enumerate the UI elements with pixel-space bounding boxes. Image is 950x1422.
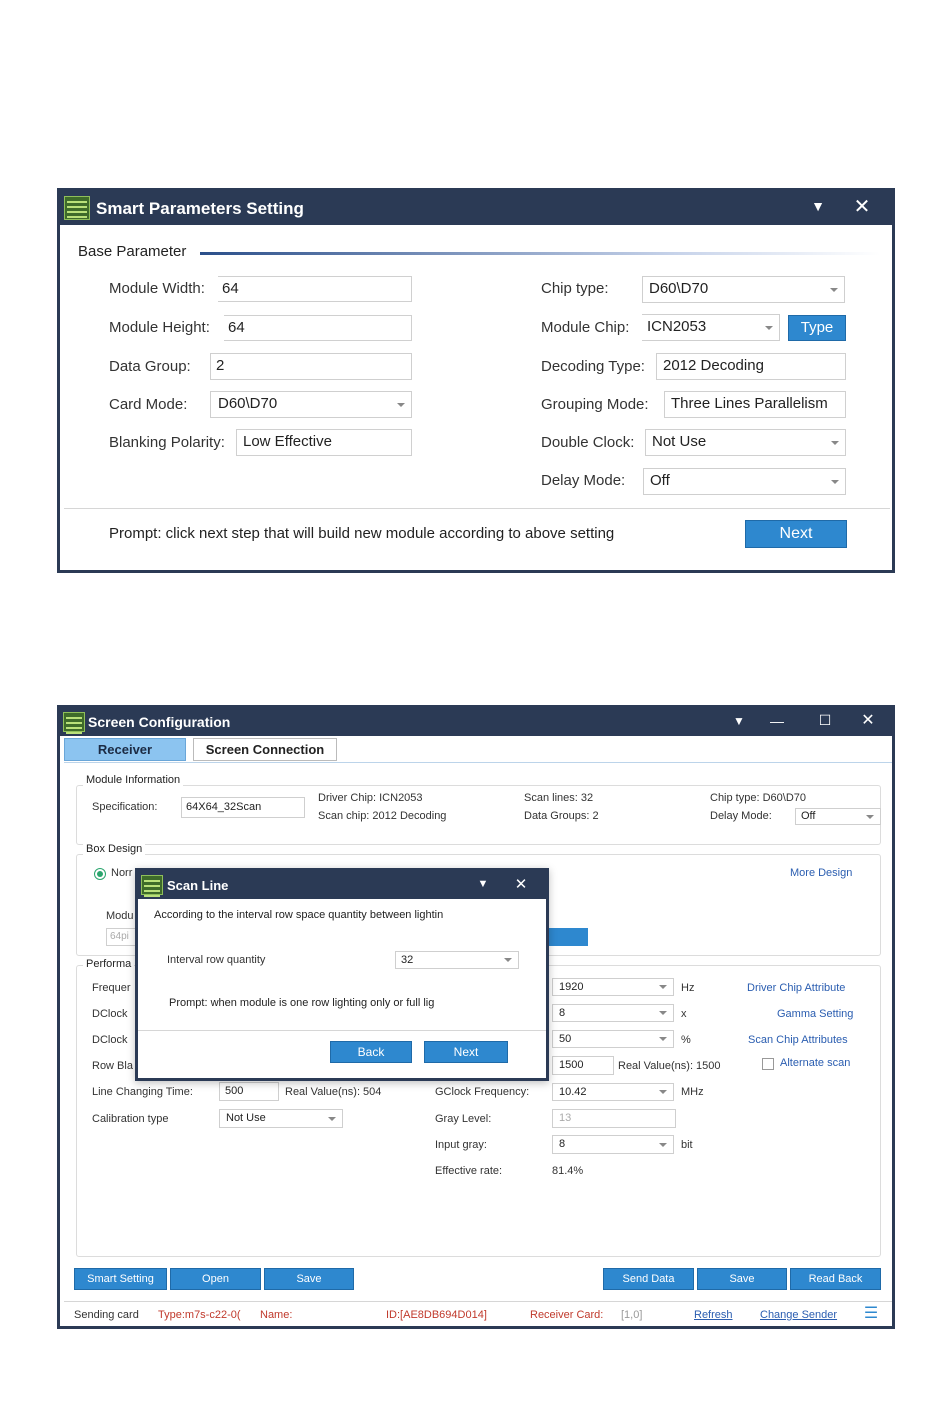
effective-rate-value: 81.4% xyxy=(552,1165,584,1177)
dclock-select[interactable] xyxy=(552,1004,674,1022)
tab-receiver-label: Receiver xyxy=(97,742,153,757)
data-group-input[interactable] xyxy=(210,353,412,380)
interval-row-select[interactable] xyxy=(395,951,519,969)
chevron-down-icon xyxy=(504,958,512,962)
save-button[interactable]: Save xyxy=(697,1268,787,1290)
line-changing-label: Line Changing Time: xyxy=(92,1086,193,1098)
x-unit: x xyxy=(681,1008,687,1020)
input-gray-value: 8 xyxy=(559,1138,566,1150)
window-title: Screen Configuration xyxy=(88,714,231,730)
module-width-input[interactable] xyxy=(218,276,412,302)
double-clock-select[interactable] xyxy=(645,429,846,456)
real-value-line: Real Value(ns): 504 xyxy=(285,1086,382,1098)
screen-titlebar xyxy=(60,708,892,736)
app-icon xyxy=(63,712,85,732)
gray-level-value: 13 xyxy=(559,1112,572,1124)
line-changing-input[interactable] xyxy=(219,1082,279,1101)
send-data-button[interactable]: Send Data xyxy=(603,1268,694,1290)
real-value-row: Real Value(ns): 1500 xyxy=(618,1060,721,1072)
performance-title: Performa xyxy=(83,958,134,970)
scan-lines-text: Scan lines: 32 xyxy=(524,792,594,804)
prompt-text: Prompt: click next step that will build new module according to above setting xyxy=(109,525,615,542)
mhz-unit: MHz xyxy=(681,1086,704,1098)
chevron-down-icon xyxy=(659,985,667,989)
input-gray-select[interactable] xyxy=(552,1135,674,1154)
chevron-down-icon xyxy=(831,480,839,484)
data-group-value: 2 xyxy=(216,357,225,374)
status-sending-card: Sending card xyxy=(74,1309,139,1321)
gamma-setting-link[interactable]: Gamma Setting xyxy=(777,1008,854,1020)
delay-mode-value: Off xyxy=(650,472,670,489)
window-title: Smart Parameters Setting xyxy=(96,199,304,218)
dclock-duty-label: DClock xyxy=(92,1034,128,1046)
delay-mode-select[interactable] xyxy=(795,808,881,825)
chip-type-select[interactable] xyxy=(642,276,845,303)
data-group-label: Data Group: xyxy=(109,358,191,375)
alternate-scan-label[interactable]: Alternate scan xyxy=(780,1057,851,1069)
percent-unit: % xyxy=(681,1034,691,1046)
module-size-value: 64pi xyxy=(110,931,129,942)
dialog-description-text: According to the interval row space quantity between lightin xyxy=(154,909,444,921)
scan-chip-text: Scan chip: 2012 Decoding xyxy=(318,810,447,822)
gclock-label: GClock Frequency: xyxy=(435,1086,530,1098)
refresh-link[interactable]: Refresh xyxy=(694,1309,733,1321)
card-mode-select[interactable] xyxy=(210,391,412,418)
module-width-value: 64 xyxy=(222,280,239,297)
normal-design-radio[interactable] xyxy=(94,868,106,880)
driver-chip-text: Driver Chip: ICN2053 xyxy=(318,792,423,804)
blanking-polarity-value: Low Effective xyxy=(243,433,332,450)
chevron-down-icon xyxy=(866,815,874,819)
delay-mode-label: Delay Mode: xyxy=(710,810,772,822)
interval-row-value: 32 xyxy=(401,954,414,966)
dclock-value: 8 xyxy=(559,1007,566,1019)
refresh-rate-select[interactable] xyxy=(552,978,674,996)
refresh-rate-value: 1920 xyxy=(559,981,584,993)
delay-mode-label: Delay Mode: xyxy=(541,472,626,489)
list-menu-icon[interactable]: ☰ xyxy=(863,1305,879,1322)
dialog-description xyxy=(154,909,533,921)
grouping-mode-label: Grouping Mode: xyxy=(541,396,649,413)
spec-label: Specification: xyxy=(92,801,158,813)
line-changing-value: 500 xyxy=(225,1085,244,1097)
status-type: Type:m7s-c22-0( xyxy=(158,1309,241,1321)
decoding-type-label: Decoding Type: xyxy=(541,358,645,375)
status-id: ID:[AE8DB694D014] xyxy=(386,1309,487,1321)
interval-row-label: Interval row quantity xyxy=(167,954,266,966)
close-icon[interactable]: ✕ xyxy=(853,196,871,218)
open-button[interactable]: Open xyxy=(170,1268,261,1290)
chevron-down-icon xyxy=(659,1037,667,1041)
dropdown-menu-icon[interactable]: ▼ xyxy=(811,198,825,214)
module-chip-select[interactable] xyxy=(642,314,780,341)
row-blanking-value: 1500 xyxy=(559,1059,584,1071)
box-design-button[interactable] xyxy=(545,928,588,946)
duty-value: 50 xyxy=(559,1033,572,1045)
dialog-title: Scan Line xyxy=(167,878,229,893)
gray-level-label: Gray Level: xyxy=(435,1113,492,1125)
dialog-prompt xyxy=(169,997,519,1009)
effective-rate-label: Effective rate: xyxy=(435,1165,503,1177)
tab-receiver[interactable] xyxy=(64,738,186,761)
footer-divider xyxy=(64,508,890,509)
frequency-label: Frequer xyxy=(92,982,131,994)
gclock-value: 10.42 xyxy=(559,1086,587,1098)
chevron-down-icon xyxy=(659,1143,667,1147)
duty-select[interactable] xyxy=(552,1030,674,1048)
module-info-title: Module Information xyxy=(83,774,183,786)
next-button[interactable]: Next xyxy=(745,520,847,548)
row-blanking-label: Row Bla xyxy=(92,1060,133,1072)
close-icon[interactable]: ✕ xyxy=(861,712,875,729)
smart-parameters-window xyxy=(57,188,895,573)
type-button[interactable]: Type xyxy=(788,315,846,341)
alternate-scan-checkbox[interactable] xyxy=(762,1058,774,1070)
gray-level-input[interactable] xyxy=(552,1109,676,1128)
bit-unit: bit xyxy=(681,1139,693,1151)
module-label-partial: Modu xyxy=(106,910,134,922)
status-divider xyxy=(64,1301,892,1302)
close-icon[interactable]: ✕ xyxy=(514,876,528,893)
tab-screen-connection-label: Screen Connection xyxy=(205,742,325,757)
more-design-link[interactable]: More Design xyxy=(790,867,853,879)
scan-line-titlebar xyxy=(138,871,546,899)
scan-chip-attributes-link[interactable]: Scan Chip Attributes xyxy=(748,1034,848,1046)
double-clock-value: Not Use xyxy=(652,433,707,450)
module-height-label: Module Height: xyxy=(109,319,210,336)
chip-type-label: Chip type: xyxy=(541,280,609,297)
app-icon xyxy=(64,196,90,220)
maximize-icon[interactable]: ☐ xyxy=(818,712,832,728)
module-chip-value: ICN2053 xyxy=(647,318,707,335)
chevron-down-icon xyxy=(831,441,839,445)
dropdown-menu-icon[interactable]: ▼ xyxy=(477,878,489,890)
gclock-select[interactable] xyxy=(552,1083,674,1101)
spec-input[interactable] xyxy=(181,797,305,818)
chevron-down-icon xyxy=(765,326,773,330)
input-gray-label: Input gray: xyxy=(435,1139,487,1151)
minimize-icon[interactable]: — xyxy=(770,713,784,729)
driver-chip-attribute-link[interactable]: Driver Chip Attribute xyxy=(747,982,846,994)
change-sender-link[interactable]: Change Sender xyxy=(760,1309,838,1321)
box-design-title: Box Design xyxy=(83,843,145,855)
normal-design-label: Norr xyxy=(111,867,133,879)
blanking-polarity-select[interactable] xyxy=(236,429,412,456)
section-divider xyxy=(200,252,880,255)
grouping-mode-value: Three Lines Parallelism xyxy=(671,395,828,412)
spec-value: 64X64_32Scan xyxy=(186,801,262,813)
blanking-polarity-label: Blanking Polarity: xyxy=(109,434,225,451)
module-width-label: Module Width: xyxy=(109,280,205,297)
radio-dot xyxy=(97,871,103,877)
section-title: Base Parameter xyxy=(78,243,187,260)
tab-screen-connection[interactable] xyxy=(193,738,337,761)
app-icon xyxy=(141,875,163,895)
card-mode-value: D60\D70 xyxy=(218,395,278,412)
smart-setting-button[interactable]: Smart Setting xyxy=(74,1268,167,1290)
module-height-value: 64 xyxy=(228,319,245,336)
delay-mode-select[interactable] xyxy=(643,468,846,495)
dropdown-menu-icon[interactable]: ▼ xyxy=(733,714,745,728)
module-height-input[interactable] xyxy=(224,315,412,341)
chevron-down-icon xyxy=(659,1090,667,1094)
chip-type-value: D60\D70 xyxy=(649,280,709,297)
hz-unit: Hz xyxy=(681,982,695,994)
chevron-down-icon xyxy=(659,1011,667,1015)
calibration-select[interactable] xyxy=(219,1109,343,1128)
dclock-label: DClock xyxy=(92,1008,128,1020)
status-receiver-card: Receiver Card: xyxy=(530,1309,604,1321)
tab-divider xyxy=(64,762,892,763)
decoding-type-value: 2012 Decoding xyxy=(663,357,764,374)
chevron-down-icon xyxy=(328,1117,336,1121)
chevron-down-icon xyxy=(830,288,838,292)
row-blanking-input[interactable] xyxy=(552,1056,614,1075)
chevron-down-icon xyxy=(397,403,405,407)
delay-mode-value: Off xyxy=(801,810,816,822)
grouping-mode-select[interactable] xyxy=(664,391,846,418)
chip-type-text: Chip type: D60\D70 xyxy=(710,792,806,804)
dialog-divider xyxy=(138,1030,546,1031)
module-chip-label: Module Chip: xyxy=(541,319,630,336)
calibration-value: Not Use xyxy=(226,1112,266,1124)
status-receiver-value: [1,0] xyxy=(621,1309,643,1321)
scan-line-dialog xyxy=(135,868,549,1081)
back-button[interactable]: Back xyxy=(330,1041,412,1063)
save-button[interactable]: Save xyxy=(264,1268,354,1290)
read-back-button[interactable]: Read Back xyxy=(790,1268,881,1290)
calibration-label: Calibration type xyxy=(92,1113,169,1125)
data-groups-text: Data Groups: 2 xyxy=(524,810,599,822)
next-button[interactable]: Next xyxy=(424,1041,508,1063)
card-mode-label: Card Mode: xyxy=(109,396,188,413)
dialog-prompt-text: Prompt: when module is one row lighting only or full lig xyxy=(169,997,435,1009)
decoding-type-select[interactable] xyxy=(656,353,846,380)
status-name: Name: xyxy=(260,1309,293,1321)
double-clock-label: Double Clock: xyxy=(541,434,635,451)
smart-titlebar xyxy=(60,191,892,225)
